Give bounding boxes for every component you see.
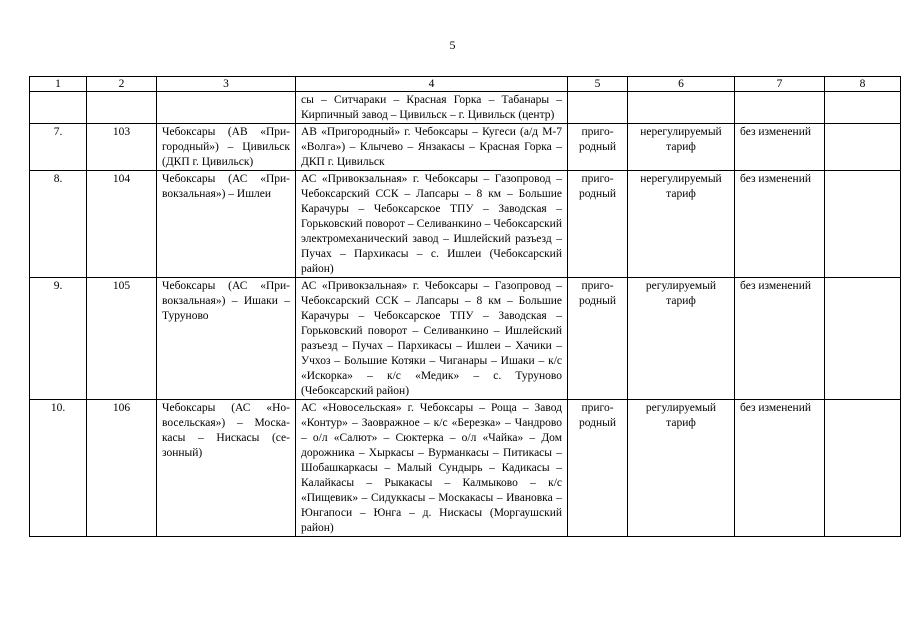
route-number-cell: 103 (87, 124, 157, 171)
route-number-cell: 105 (87, 278, 157, 400)
change-cell: без изменений (735, 400, 825, 537)
route-name-cell: Чебоксары (АС «Новосельская») – Москакасы – Нискасы (сезонный) (157, 400, 296, 537)
extra-cell (825, 92, 901, 124)
change-cell: без изменений (735, 171, 825, 278)
change-cell (735, 92, 825, 124)
page-number: 5 (449, 38, 456, 52)
header-cell: 4 (296, 77, 568, 92)
route-type-cell: пригородный (568, 278, 628, 400)
table-row (30, 278, 901, 400)
route-path-cell: АС «Новосельская» г. Чебоксары – Роща – Завод «Контур» – Заовражное – к/с «Березка» – Чандрово – о/л «Салют» – Сюктерка – о/л «Чайка» – Дом дорожника – Хыркасы – Вурманкасы – Питикасы – Шобашкаркасы – Малый Сундырь – Кадикасы – Калайкасы – Рыкакасы – Калмыково – к/с «Пищевик» – Сидуккасы – Москакасы – Ивановка – Юнгапоси – Юнга – д. Нискасы (Моргаушский район) (296, 400, 568, 537)
header-cell: 3 (157, 77, 296, 92)
header-cell: 7 (735, 77, 825, 92)
extra-cell (825, 400, 901, 537)
extra-cell (825, 171, 901, 278)
header-cell: 5 (568, 77, 628, 92)
route-name-cell: Чебоксары (АС «Привокзальная») – Ишаки – Туруново (157, 278, 296, 400)
tariff-cell: нерегулируемый тариф (628, 124, 735, 171)
route-path-cell: АС «Привокзальная» г. Чебоксары – Газопровод – Чебоксарский ССК – Лапсары – 8 км – Большие Карачуры – Чебоксарское ТПУ – Заводская – Горьковский поворот – Селиванкино – Ишлейский разъезд – Пучах – Пархикасы – Ишлеи – Хачики – Учхоз – Большие Котяки – Чиганары – Ишаки – к/с «Искорка» – к/с «Медик» – с. Туруново (Чебоксарский район) (296, 278, 568, 400)
tariff-cell: нерегулируемый тариф (628, 171, 735, 278)
tariff-cell: регулируемый тариф (628, 278, 735, 400)
route-path-cell: АВ «Пригородный» г. Чебоксары – Кугеси (а/д М-7 «Волга») – Клычево – Янзакасы – Красная Горка – ДКП г. Цивильск (296, 124, 568, 171)
change-cell: без изменений (735, 278, 825, 400)
route-name-cell: Чебоксары (АС «Привокзальная») – Ишлеи (157, 171, 296, 278)
row-number-cell: 8. (30, 171, 87, 278)
tariff-cell (628, 92, 735, 124)
route-type-cell (568, 92, 628, 124)
route-type-cell: пригородный (568, 124, 628, 171)
table-row (30, 400, 901, 537)
row-number-cell (30, 92, 87, 124)
table-row (30, 171, 901, 278)
routes-table (29, 76, 901, 537)
row-number-cell: 9. (30, 278, 87, 400)
route-type-cell: пригородный (568, 171, 628, 278)
route-name-cell: Чебоксары (АВ «Пригородный») – Цивильск (ДКП г. Цивильск) (157, 124, 296, 171)
extra-cell (825, 278, 901, 400)
header-cell: 8 (825, 77, 901, 92)
route-path-cell: сы – Ситчараки – Красная Горка – Табанары – Кирпичный завод – Цивильск – г. Цивильск (центр) (296, 92, 568, 124)
change-cell: без изменений (735, 124, 825, 171)
table-row-continuation (30, 92, 901, 124)
header-cell: 1 (30, 77, 87, 92)
route-number-cell: 106 (87, 400, 157, 537)
table-header-row (30, 77, 901, 92)
route-type-cell: пригородный (568, 400, 628, 537)
route-path-cell: АС «Привокзальная» г. Чебоксары – Газопровод – Чебоксарский ССК – Лапсары – 8 км – Большие Карачуры – Чебоксарское ТПУ – Заводская – Горьковский поворот – Селиванкино – Чебоксарский электромеханический завод – Ишлейский разъезд – Пучах – Пархикасы – с. Ишлеи (Чебоксарский район) (296, 171, 568, 278)
tariff-cell: регулируемый тариф (628, 400, 735, 537)
header-cell: 6 (628, 77, 735, 92)
extra-cell (825, 124, 901, 171)
route-number-cell: 104 (87, 171, 157, 278)
route-number-cell (87, 92, 157, 124)
row-number-cell: 7. (30, 124, 87, 171)
header-cell: 2 (87, 77, 157, 92)
row-number-cell: 10. (30, 400, 87, 537)
table-row (30, 124, 901, 171)
route-name-cell (157, 92, 296, 124)
